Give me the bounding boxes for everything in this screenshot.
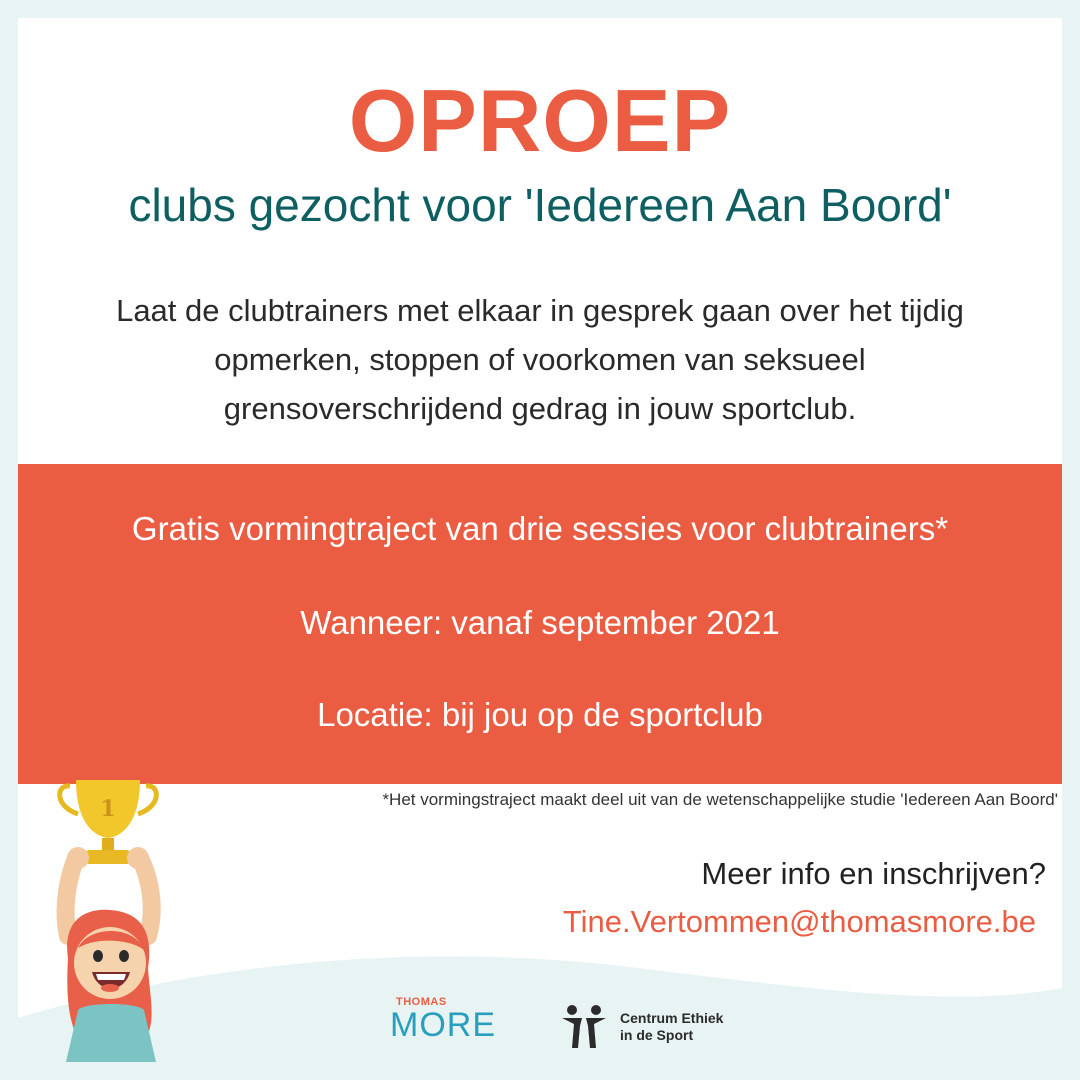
thomas-more-logo-bottom: MORE — [390, 1006, 496, 1044]
poster-card — [18, 18, 1062, 1062]
contact-question: Meer info en inschrijven? — [701, 856, 1046, 891]
centrum-ethiek-text — [620, 1010, 723, 1044]
thomas-more-logo — [390, 996, 510, 1056]
intro-text — [28, 286, 1052, 433]
band-line-when: Wanneer: vanaf september 2021 — [300, 604, 780, 641]
intro-line-1: Laat de clubtrainers met elkaar in gesprek gaan over het tijdig — [116, 293, 964, 328]
footnote: *Het vormingstraject maakt deel uit van de wetenschappelijke studie 'Iedereen Aan Boord' — [382, 790, 1058, 809]
band-line-location: Locatie: bij jou op de sportclub — [317, 696, 763, 733]
intro-line-2: opmerken, stoppen of voorkomen van seksueel — [214, 342, 866, 377]
centrum-ethiek-line-2: in de Sport — [620, 1027, 694, 1043]
athletes-icon — [558, 1002, 610, 1052]
poster-title: OPROEP — [348, 71, 732, 170]
info-band — [18, 464, 1062, 784]
intro-line-3: grensoverschrijdend gedrag in jouw sportclub. — [223, 391, 857, 426]
poster-subtitle: clubs gezocht voor 'Iedereen Aan Boord' — [128, 179, 952, 231]
centrum-ethiek-logo — [558, 1002, 758, 1052]
trophy-number: 1 — [100, 796, 116, 822]
trophy-girl-illustration — [38, 758, 198, 1062]
centrum-ethiek-line-1: Centrum Ethiek — [620, 1010, 724, 1026]
thomas-more-logo-top: THOMAS — [396, 996, 447, 1008]
contact-email-link[interactable]: Tine.Vertommen@thomasmore.be — [562, 904, 1036, 939]
band-line-offer: Gratis vormingtraject van drie sessies voor clubtrainers* — [131, 510, 949, 547]
